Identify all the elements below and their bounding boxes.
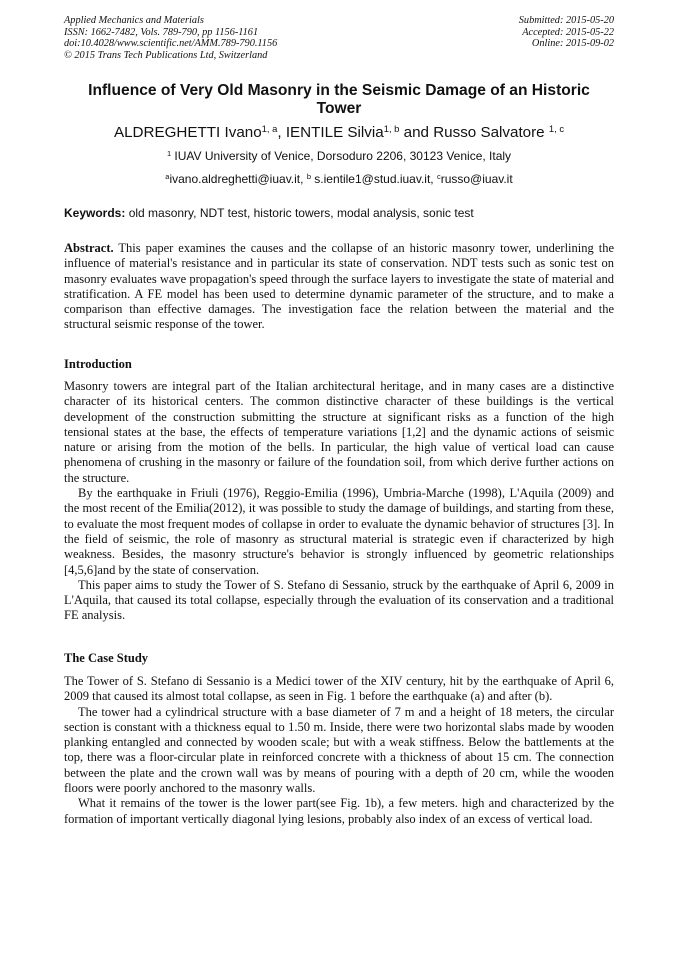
author-affiliation-mark: 1, b xyxy=(383,122,400,134)
online-date: Online: 2015-09-02 xyxy=(531,38,614,50)
publication-info xyxy=(64,15,277,61)
abstract-label: Abstract. xyxy=(64,241,114,255)
author-affiliation-mark: 1, c xyxy=(548,122,565,134)
paper-title: Influence of Very Old Masonry in the Seismic Damage of an Historic Tower xyxy=(88,82,590,117)
email-address: ivano.aldreghetti@iuav.it, xyxy=(169,172,307,186)
paragraph: The tower had a cylindrical structure with a base diameter of 7 m and a height of 18 meters, the circular section is constant with a thickness equal to 1.50 m. Inside, there were two horizontal slabs made by wooden planking entangled and connected by wooden scale; but with a weak stiffness. Below the battlements at the top, there was a floor-circular plate in reinforced concrete with a thickness of about 15 cm. The connection between the plate and the crown wall was by means of pouring with a depth of 20 cm, while the wooden floors were poorly anchored to the masonry walls. xyxy=(64,704,614,796)
author-list xyxy=(64,124,614,142)
journal-name: Applied Mechanics and Materials xyxy=(64,15,204,26)
affiliation-mark: 1 xyxy=(166,148,172,158)
section-heading-case-study: The Case Study xyxy=(64,651,149,665)
copyright-line: © 2015 Trans Tech Publications Ltd, Switzerland xyxy=(64,49,268,61)
email-mark: a xyxy=(165,171,170,181)
author-affiliation-mark: 1, a xyxy=(261,122,278,134)
email-mark: c xyxy=(436,171,441,181)
paragraph: This paper aims to study the Tower of S. Stefano di Sessanio, struck by the earthquake of April 6, 2009 in L'Aquila, that caused its total collapse, especially through the evaluation of its conservation and a traditional FE analysis. xyxy=(64,577,614,623)
doi-line: doi:10.4028/www.scientific.net/AMM.789-790.1156 xyxy=(64,38,278,50)
case-study-body xyxy=(64,674,614,827)
email-address: russo@iuav.it xyxy=(440,172,513,186)
keywords-text: old masonry, NDT test, historic towers, modal analysis, sonic test xyxy=(125,206,474,220)
keywords xyxy=(64,206,614,221)
author-name: ALDREGHETTI Ivano xyxy=(113,124,262,141)
submitted-date: Submitted: 2015-05-20 xyxy=(518,15,614,26)
keywords-label: Keywords: xyxy=(64,206,126,220)
paragraph: Masonry towers are integral part of the Italian architectural heritage, and in many cases are a distinctive character of its historical centers. The common distinctive character of these buildings is the vertical development of the construction submitting the structure at significant risks as a function of the high tensional states at the base, the effects of temperature variations [1,2] and the dynamic actions of seismic nature or arising from the motion of the bells. In particular, the high value of vertical load can cause phenomena of crushing in the masonry or failure of the foundation soil, from which derive further actions on the structure. xyxy=(64,379,614,485)
author-emails xyxy=(64,172,614,187)
author-name: Russo Salvatore xyxy=(433,124,549,141)
publication-dates xyxy=(519,15,614,50)
email-mark: b xyxy=(306,171,311,181)
accepted-date: Accepted: 2015-05-22 xyxy=(522,26,614,38)
paragraph: By the earthquake in Friuli (1976), Reggio-Emilia (1996), Umbria-Marche (1998), L'Aquila (2009) and the most recent of the Emilia(2012), it was possible to study the damage of buildings, and starting from these, to evaluate the most frequent modes of collapse in order to evaluate the dynamic behavior of structures [3]. In the field of seismic, the role of masonry as structural material is strategic even if characterized by high weakness. Besides, the masonry structure's behavior is strongly influenced by geometric relationships [4,5,6]and by the state of conservation. xyxy=(64,486,614,577)
introduction-body xyxy=(64,379,614,624)
author-separator: , xyxy=(277,124,286,141)
abstract xyxy=(64,241,614,333)
email-address: s.ientile1@stud.iuav.it, xyxy=(310,172,437,186)
affiliation xyxy=(64,149,614,164)
author-name: IENTILE Silvia xyxy=(285,124,384,141)
affiliation-text: IUAV University of Venice, Dorsoduro 2206, 30123 Venice, Italy xyxy=(171,149,512,163)
author-separator: and xyxy=(399,124,434,141)
section-heading-introduction: Introduction xyxy=(64,357,132,371)
paragraph: What it remains of the tower is the lower part(see Fig. 1b), a few meters. high and characterized by the formation of important vertically diagonal lying lesions, probably also index of an excess of vertical load. xyxy=(64,796,614,826)
issn-line: ISSN: 1662-7482, Vols. 789-790, pp 1156-1161 xyxy=(64,26,259,38)
paragraph: The Tower of S. Stefano di Sessanio is a Medici tower of the XIV century, hit by the earthquake of April 6, 2009 that caused its almost total collapse, as seen in Fig. 1 before the earthquake (a) and after (b). xyxy=(64,674,614,704)
abstract-text: This paper examines the causes and the collapse of an historic masonry tower, underlining the influence of material's resistance and in particular its state of conservation. NDT tests such as sonic test on masonry evaluates wave propagation's speed through the surface layers to investigate the state of material and stratification. A FE model has been used to determine dynamic parameter of the structure, and to make a comparison than effective damages. The investigation face the relation between the material and the structural seismic response of the tower. xyxy=(64,241,614,332)
